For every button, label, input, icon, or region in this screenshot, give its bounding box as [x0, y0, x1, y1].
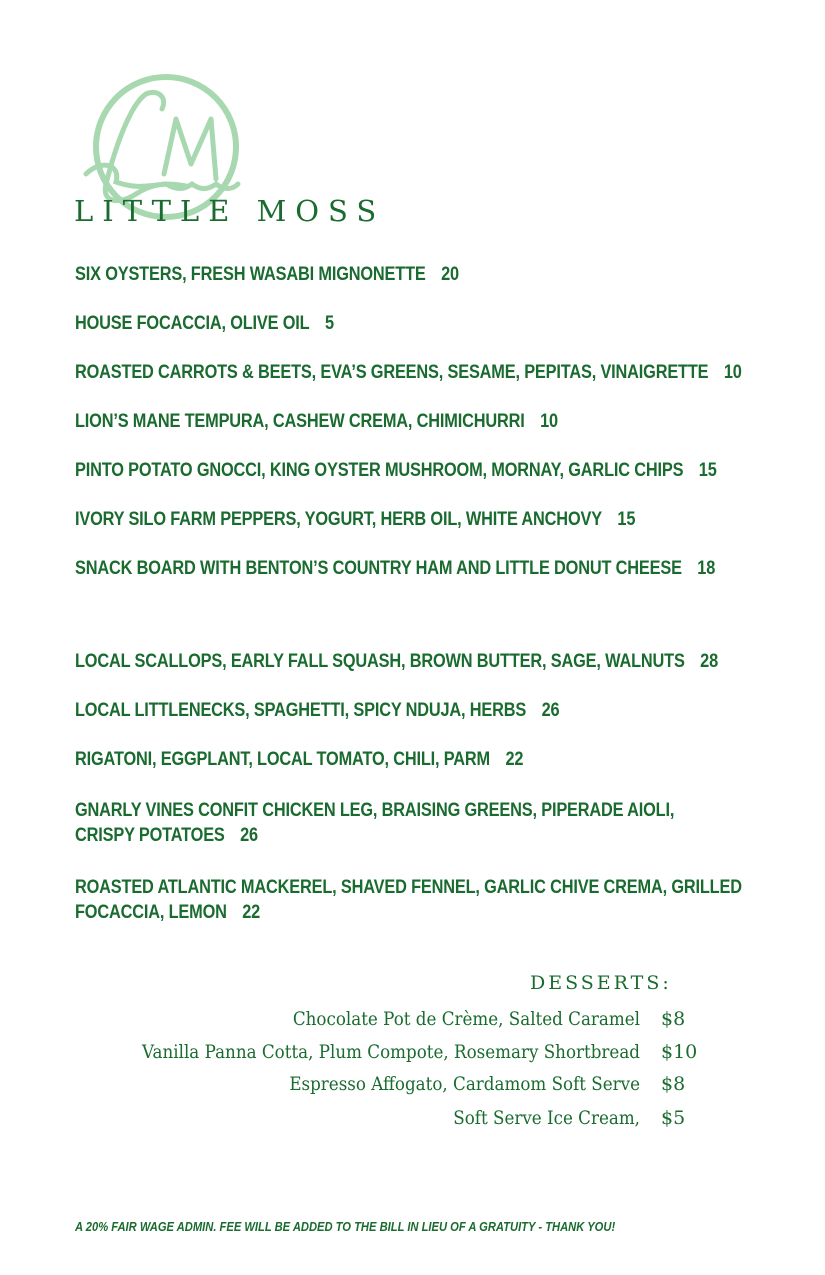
menu-item-name: ROASTED ATLANTIC MACKEREL, SHAVED FENNEL, GARLIC CHIVE CREMA, GRILLED [75, 877, 742, 898]
menu-item-name-continued: CRISPY POTATOES [75, 825, 225, 846]
menu-item [75, 698, 763, 723]
dessert-item-price: $5 [661, 1107, 686, 1129]
menu-item-price: 28 [700, 651, 718, 672]
menu-item-name: LION’S MANE TEMPURA, CASHEW CREMA, CHIMICHURRI [75, 411, 525, 432]
menu-item-price: 10 [723, 362, 742, 383]
dessert-item-price: $10 [661, 1041, 698, 1063]
menu-item-name: GNARLY VINES CONFIT CHICKEN LEG, BRAISING GREENS, PIPERADE AIOLI, [75, 800, 675, 821]
dessert-item-price: $8 [661, 1008, 686, 1030]
menu-item-name-continued: FOCACCIA, LEMON [75, 902, 227, 923]
dessert-item-price: $8 [661, 1073, 686, 1095]
menu-item-price: 20 [441, 264, 459, 285]
menu-item [75, 409, 763, 434]
dessert-item-name: Vanilla Panna Cotta, Plum Compote, Rosemary Shortbread [141, 1041, 641, 1063]
menu-item-name: ROASTED CARROTS & BEETS, EVA’S GREENS, SESAME, PEPITAS, VINAIGRETTE [75, 362, 709, 383]
menu-item [75, 556, 763, 581]
menu-item-name: PINTO POTATO GNOCCI, KING OYSTER MUSHROOM, MORNAY, GARLIC CHIPS [75, 460, 684, 481]
menu-item [75, 875, 763, 925]
menu-item-price: 5 [324, 313, 334, 334]
menu-item-price: 18 [697, 558, 716, 579]
menu-item-price: 22 [505, 749, 524, 770]
menu-item-name: IVORY SILO FARM PEPPERS, YOGURT, HERB OIL, WHITE ANCHOVY [75, 509, 602, 530]
menu-item-name: LOCAL SCALLOPS, EARLY FALL SQUASH, BROWN BUTTER, SAGE, WALNUTS [75, 651, 685, 672]
menu-item [75, 458, 763, 483]
menu-item [75, 360, 763, 385]
menu-item [75, 262, 763, 287]
dessert-item-name: Soft Serve Ice Cream, [453, 1107, 640, 1129]
menu-item [75, 311, 763, 336]
desserts-heading: DESSERTS: [530, 972, 672, 994]
menu-item-price: 22 [242, 902, 261, 923]
menu-item-name: HOUSE FOCACCIA, OLIVE OIL [75, 313, 310, 334]
menu-item-name: SNACK BOARD WITH BENTON’S COUNTRY HAM AND LITTLE DONUT CHEESE [75, 558, 682, 579]
menu-item [75, 507, 763, 532]
menu-item [75, 798, 763, 848]
menu-item-price: 26 [541, 700, 560, 721]
dessert-item-name: Espresso Affogato, Cardamom Soft Serve [289, 1073, 640, 1095]
dessert-item-name: Chocolate Pot de Crème, Salted Caramel [292, 1008, 640, 1030]
menu-item [75, 649, 763, 674]
menu-item [75, 747, 763, 772]
menu-item-price: 15 [617, 509, 636, 530]
menu-item-name: LOCAL LITTLENECKS, SPAGHETTI, SPICY NDUJA, HERBS [75, 700, 527, 721]
menu-item-name: SIX OYSTERS, FRESH WASABI MIGNONETTE [75, 264, 426, 285]
menu-item-price: 10 [540, 411, 558, 432]
menu-item-name: RIGATONI, EGGPLANT, LOCAL TOMATO, CHILI, PARM [75, 749, 490, 770]
gratuity-notice: A 20% FAIR WAGE ADMIN. FEE WILL BE ADDED TO THE BILL IN LIEU OF A GRATUITY - THANK YOU! [75, 1219, 616, 1234]
menu-item-price: 26 [240, 825, 258, 846]
restaurant-name: LITTLE MOSS [74, 194, 386, 228]
menu-item-price: 15 [698, 460, 717, 481]
